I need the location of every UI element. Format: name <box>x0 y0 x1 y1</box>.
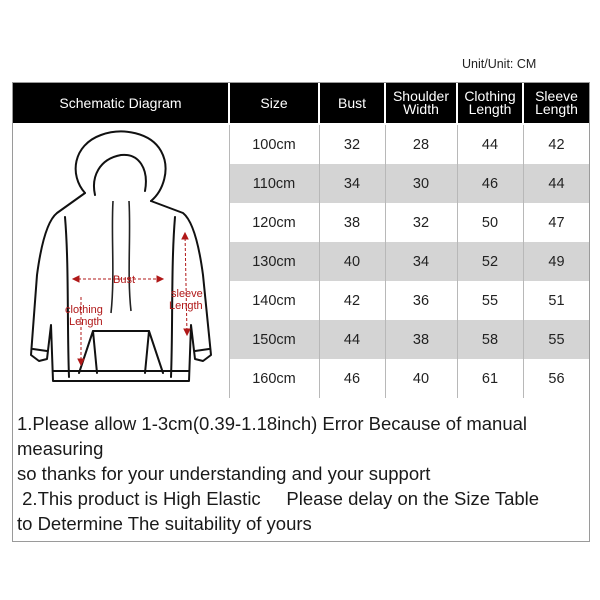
table-cell: 36 <box>412 292 430 309</box>
table-cell: 42 <box>343 292 361 309</box>
table-cell: 46 <box>343 370 361 387</box>
table-row <box>230 125 589 164</box>
note-line: 1.Please allow 1-3cm(0.39-1.18inch) Error Because of manual <box>17 413 528 434</box>
table-cell: 47 <box>548 214 565 231</box>
table-cell: 150cm <box>252 331 296 348</box>
table-cell: 44 <box>548 175 565 192</box>
notes <box>17 411 587 536</box>
table-cell: 44 <box>481 136 499 153</box>
clothing-length-label-line2: Length <box>69 316 103 328</box>
table-cell: 140cm <box>252 292 296 309</box>
size-chart <box>12 82 590 542</box>
table-cell: 44 <box>343 331 361 348</box>
note-line: measuring <box>17 438 104 459</box>
bust-label: Bust <box>113 274 136 286</box>
table-header <box>13 83 589 123</box>
table-cell: 52 <box>481 253 499 270</box>
table-row <box>230 242 589 281</box>
table-row <box>230 203 589 242</box>
table-cell: 120cm <box>252 214 296 231</box>
table-cell: 61 <box>481 370 499 387</box>
table-cell: 55 <box>548 331 565 348</box>
table-cell: 110cm <box>252 175 296 192</box>
table-cell: 34 <box>343 175 361 192</box>
table-row <box>230 164 589 203</box>
hoodie-illustration <box>13 125 228 398</box>
sleeve-length-label-line2: Length <box>169 300 203 312</box>
table-cell: 40 <box>412 370 430 387</box>
table-cell: 130cm <box>252 253 296 270</box>
header-schematic-diagram: Schematic Diagram <box>13 83 228 123</box>
table-cell: 100cm <box>252 136 296 153</box>
table-cell: 55 <box>481 292 499 309</box>
table-cell: 38 <box>412 331 430 348</box>
table-cell: 46 <box>481 175 499 192</box>
table-cell: 34 <box>412 253 430 270</box>
table-cell: 160cm <box>252 370 296 387</box>
table-cell: 49 <box>548 253 565 270</box>
header-sleeve-length: Sleeve Length <box>524 83 589 123</box>
clothing-length-label-line1: clothing <box>65 304 103 316</box>
sleeve-length-label-line1: sleeve <box>171 288 203 300</box>
table-cell: 42 <box>548 136 565 153</box>
header-bust: Bust <box>320 83 384 123</box>
table-row <box>230 320 589 359</box>
header-clothing-length: Clothing Length <box>458 83 522 123</box>
table-cell: 30 <box>412 175 430 192</box>
note-line: to Determine The suitability of yours <box>17 513 312 534</box>
table-row <box>230 359 589 398</box>
table-cell: 50 <box>481 214 499 231</box>
table-cell: 32 <box>412 214 430 231</box>
note-line: so thanks for your understanding and your support <box>17 463 431 484</box>
unit-label: Unit/Unit: CM <box>462 57 537 71</box>
header-shoulder-width: Shoulder Width <box>386 83 456 123</box>
table-cell: 28 <box>412 136 430 153</box>
table-cell: 32 <box>343 136 361 153</box>
hoodie-diagram <box>13 125 228 398</box>
table-cell: 38 <box>343 214 361 231</box>
table-row <box>230 281 589 320</box>
note-line: 2.This product is High Elastic Please delay on the Size Table <box>17 488 540 509</box>
table-cell: 58 <box>481 331 499 348</box>
header-size: Size <box>230 83 318 123</box>
table-cell: 40 <box>343 253 361 270</box>
table-cell: 51 <box>548 292 565 309</box>
table-cell: 56 <box>548 370 565 387</box>
